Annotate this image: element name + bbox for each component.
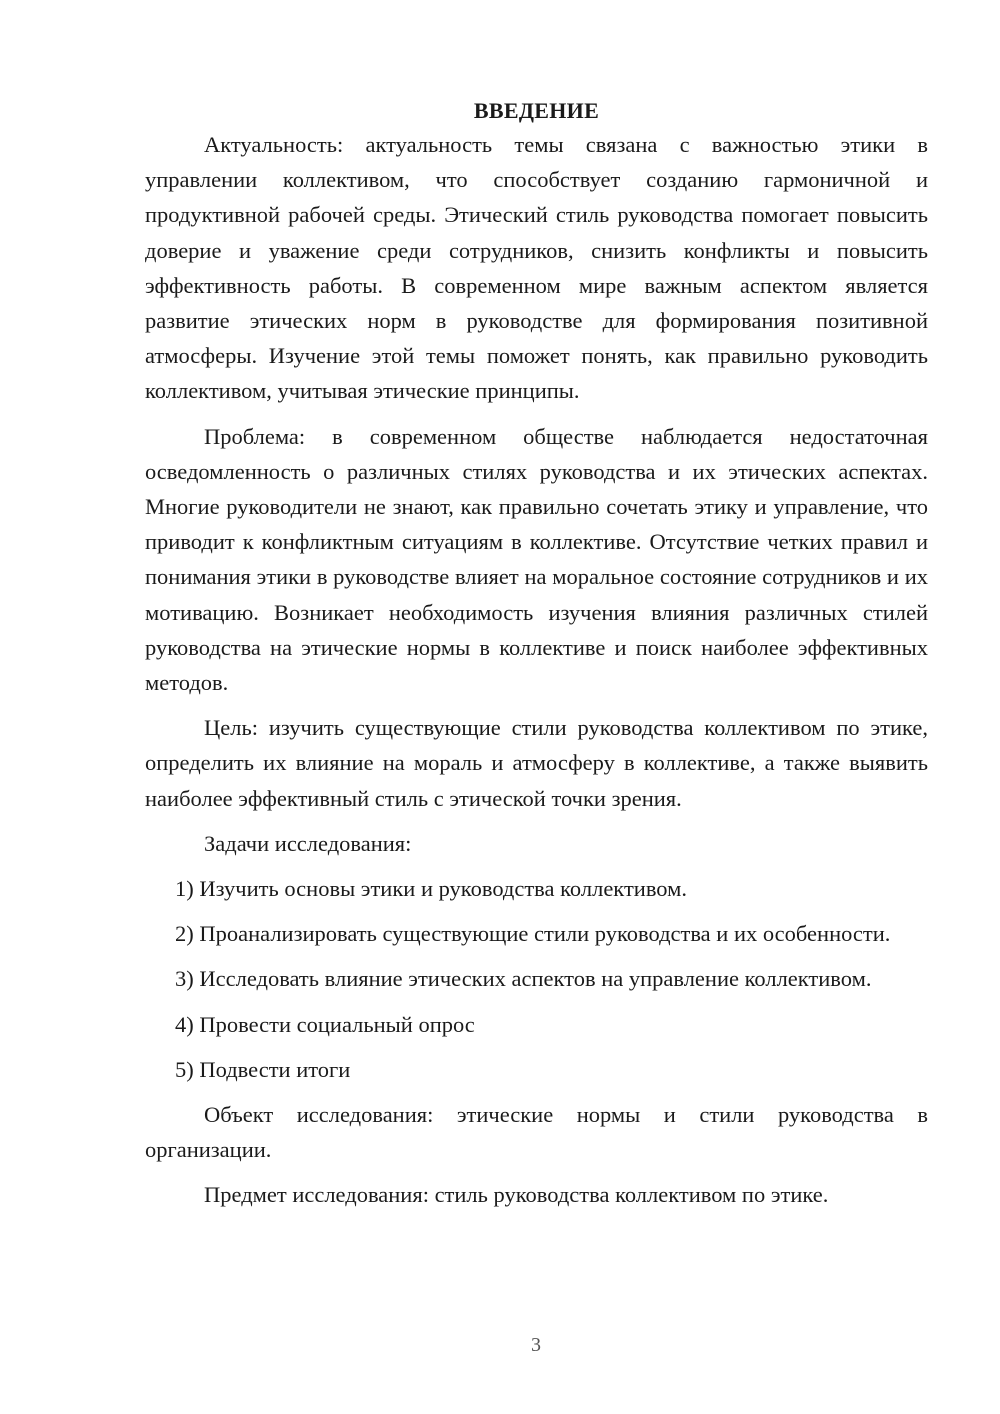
paragraph-relevance: Актуальность: актуальность темы связана с важностью этики в управлении коллективом, что способствует созданию гармоничной и продуктивной рабочей среды. Этический стиль руководства помогает повысить доверие и уважение среди сотрудников, снизить конфликты и повысить эффективность работы. В современном мире важным аспектом является развитие этических норм в руководстве для формирования позитивной атмосферы. Изучение этой темы поможет понять, как правильно руководить коллективом, учитывая этические принципы. <box>145 132 928 404</box>
tasks-heading: Задачи исследования: <box>204 830 412 856</box>
paragraph-problem: Проблема: в современном обществе наблюдается недостаточная осведомленность о различных стилях руководства и их этических аспектах. Многие руководители не знают, как правильно сочетать этику и управление, что приводит к конфликтным ситуациям в коллективе. Отсутствие четких правил и понимания этики в руководстве влияет на моральное состояние сотрудников и их мотивацию. Возникает необходимость изучения влияния различных стилей руководства на этические нормы в коллективе и поиск наиболее эффективных методов. <box>145 423 928 696</box>
page-number: 3 <box>531 1334 541 1356</box>
paragraph-object: Объект исследования: этические нормы и стили руководства в организации. <box>145 1102 928 1163</box>
task-item-3: 3) Исследовать влияние этических аспектов на управление коллективом. <box>175 966 872 992</box>
page-title: ВВЕДЕНИЕ <box>473 98 600 123</box>
document-page <box>145 96 928 1223</box>
paragraph-subject: Предмет исследования: стиль руководства коллективом по этике. <box>204 1182 829 1208</box>
paragraph-goal: Цель: изучить существующие стили руководства коллективом по этике, определить их влияние на мораль и атмосферу в коллективе, а также выявить наиболее эффективный стиль с этической точки зрения. <box>145 715 928 811</box>
task-item-2: 2) Проанализировать существующие стили руководства и их особенности. <box>175 921 891 947</box>
task-item-1: 1) Изучить основы этики и руководства коллективом. <box>175 876 687 902</box>
task-item-5: 5) Подвести итоги <box>175 1056 351 1082</box>
task-item-4: 4) Провести социальный опрос <box>175 1011 475 1037</box>
